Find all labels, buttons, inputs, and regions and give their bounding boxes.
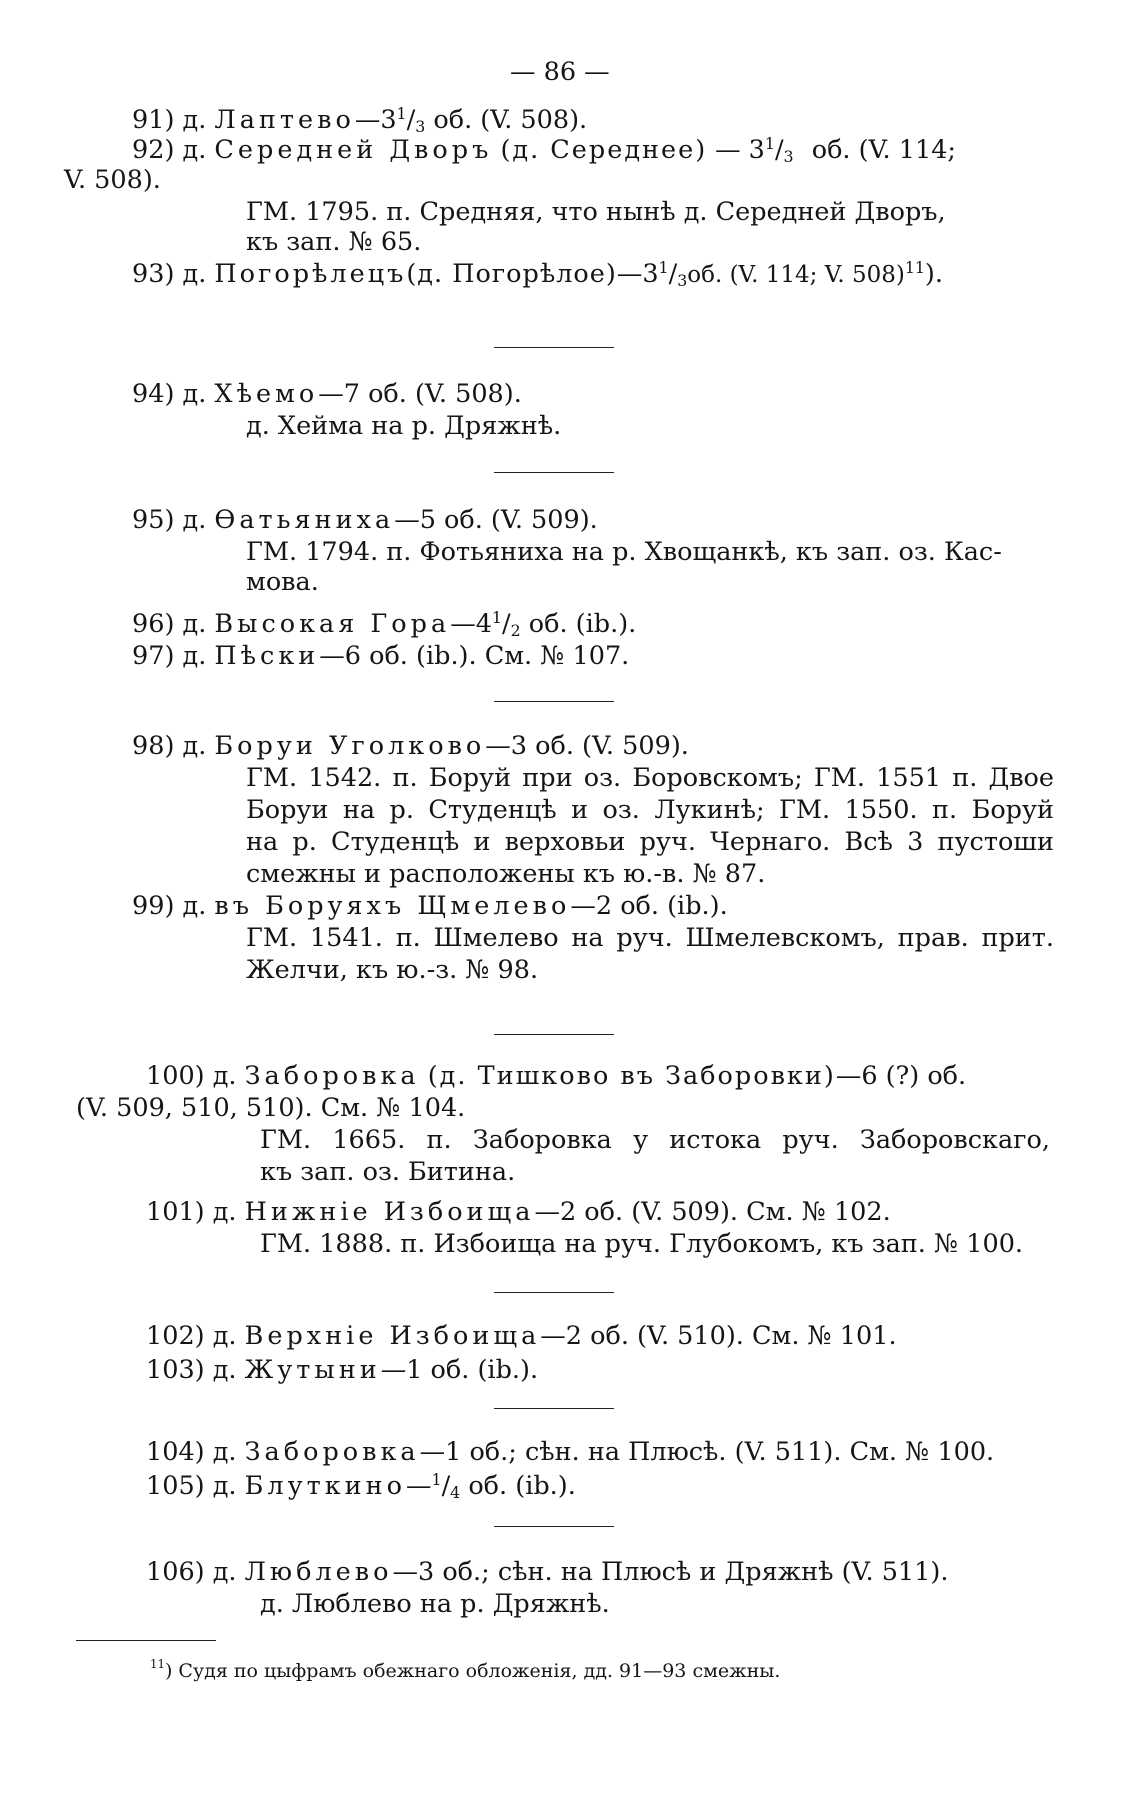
entry-end: ).	[924, 259, 943, 289]
entry-name: Заборовка	[244, 1061, 420, 1091]
entry-number: 101) д.	[146, 1197, 237, 1227]
entry-paren: (д. Погорѣлое)	[406, 259, 617, 289]
entry-100-note: къ зап. оз. Битина.	[260, 1157, 516, 1187]
entry-98-note: ГМ. 1542. п. Боруй при оз. Боровскомъ; ГМ. 1551 п. Двое	[246, 763, 1054, 793]
section-divider	[494, 347, 614, 348]
entry-rest: —6 об. (ib.). См. № 107.	[319, 641, 630, 671]
entry-name: Высокая Гора	[214, 609, 451, 639]
entry-number: 98) д.	[132, 731, 207, 761]
entry-paren: (д. Тишково въ Заборовки)	[427, 1061, 836, 1091]
entry-95-note: мова.	[246, 567, 319, 597]
entry-92-note: къ зап. № 65.	[246, 227, 422, 257]
section-divider	[494, 1408, 614, 1409]
entry-105: 105) д. $Блуткино—^1/_4$ об. (ib.).	[146, 1470, 576, 1502]
value-whole: 4	[475, 609, 492, 639]
entry-rest: —3 об. (V. 509).	[485, 731, 689, 761]
entry-92-continuation: V. 508).	[64, 165, 161, 195]
dash: —	[354, 105, 381, 135]
entry-name: Боруи Уголково	[214, 731, 486, 761]
entry-98-note: Боруи на р. Студенцѣ и оз. Лукинѣ; ГМ. 1550. п. Боруй	[246, 795, 1054, 825]
section-divider	[494, 1292, 614, 1293]
entry-number: 96) д.	[132, 609, 207, 639]
entry-rest: об. (ib.).	[460, 1471, 576, 1501]
entry-name: Нижніе Избоища	[244, 1197, 535, 1227]
entry-number: 92) д.	[132, 135, 207, 165]
entry-96: 96) д. Высокая $Гора—4^1/_2$ об. (ib.).	[132, 608, 637, 640]
entry-rest: —1 об. (ib.).	[380, 1355, 539, 1385]
entry-rest: —5 об. (V. 509).	[394, 505, 598, 535]
fraction-numerator: 1	[396, 104, 407, 123]
entry-99-note: ГМ. 1541. п. Шмелево на руч. Шмелевскомъ, прав. прит.	[246, 923, 1054, 953]
fraction-numerator: 1	[431, 1470, 442, 1489]
section-divider	[494, 1526, 614, 1527]
value-whole: 3	[642, 259, 659, 289]
page-number: — 86 —	[510, 57, 610, 87]
entry-94	[132, 378, 522, 410]
entry-95	[132, 504, 598, 536]
fraction-denominator: 3	[677, 271, 688, 290]
entry-name: Ѳатьяниха	[214, 505, 395, 535]
section-divider	[494, 472, 614, 473]
entry-rest: —1 об.; сѣн. на Плюсѣ. (V. 511). См. № 100.	[419, 1437, 995, 1467]
footnote-divider	[76, 1640, 216, 1641]
entry-number: 100) д.	[146, 1061, 237, 1091]
fraction-denominator: 4	[450, 1483, 461, 1502]
entry-name: Лаптево	[214, 105, 355, 135]
fraction-numerator: 1	[658, 258, 669, 277]
entry-91: 91) д. $Лаптево—3^1/_3$ об. (V. 508).	[132, 104, 588, 136]
entry-100	[146, 1060, 966, 1092]
footnote	[150, 1655, 780, 1687]
entry-name: Жутыни	[244, 1355, 381, 1385]
entry-106-note: д. Люблево на р. Дряжнѣ.	[260, 1589, 610, 1619]
entry-number: 99) д.	[132, 891, 207, 921]
entry-number: 94) д.	[132, 379, 207, 409]
entry-104	[146, 1436, 994, 1468]
entry-number: 91) д.	[132, 105, 207, 135]
entry-name: Люблево	[244, 1557, 393, 1587]
entry-rest: —2 об. (ib.).	[570, 891, 728, 921]
entry-rest: —2 об. (V. 509). См. № 102.	[534, 1197, 891, 1227]
entry-name: Заборовка	[244, 1437, 420, 1467]
entry-number: 95) д.	[132, 505, 207, 535]
entry-94-note: д. Хейма на р. Дряжнѣ.	[246, 411, 562, 441]
entry-number: 104) д.	[146, 1437, 237, 1467]
entry-98-note: на р. Студенцѣ и верховьи руч. Чернаго. Всѣ 3 пустоши	[246, 827, 1054, 857]
entry-rest: об. (V. 508).	[425, 105, 588, 135]
entry-100-note: ГМ. 1665. п. Заборовка у истока руч. Заборовскаго,	[260, 1125, 1050, 1155]
entry-name: Погорѣлецъ	[214, 259, 407, 289]
entry-number: 103) д.	[146, 1355, 237, 1385]
entry-98	[132, 730, 689, 762]
entry-rest: —7 об. (V. 508).	[318, 379, 522, 409]
entry-name: Хѣемо	[214, 379, 319, 409]
entry-102	[146, 1320, 897, 1352]
entry-101	[146, 1196, 891, 1228]
entry-92-note: ГМ. 1795. п. Средняя, что нынѣ д. Середней Дворъ,	[246, 197, 946, 227]
entry-rest: —2 об. (V. 510). См. № 101.	[540, 1321, 897, 1351]
entry-rest: —3 об.; сѣн. на Плюсѣ и Дряжнѣ (V. 511).	[392, 1557, 949, 1587]
entry-number: 93) д.	[132, 259, 207, 289]
entry-paren: (д. Середнее)	[500, 135, 708, 165]
footnote-ref: 11	[904, 258, 925, 277]
entry-98-note: смежны и расположены къ ю.-в. № 87.	[246, 859, 766, 889]
section-divider	[494, 1034, 614, 1035]
entry-rest: об. (V. 114;	[803, 135, 957, 165]
entry-name: въ Боруяхъ Щмелево	[214, 891, 571, 921]
entry-92: 92) д. Середней Дворъ (д. Середнее) — $3^1/_3$ об. (V. 114;	[132, 134, 957, 166]
entry-101-note: ГМ. 1888. п. Избоища на руч. Глубокомъ, къ зап. № 100.	[260, 1229, 1024, 1259]
dash: —	[450, 609, 476, 639]
entry-rest: об. (ib.).	[520, 609, 637, 639]
dash: —	[406, 1471, 432, 1501]
entry-93: 93) д. Погорѣлецъ(д. $Погорѣлое)—3^1/_3об$. (V. 114; V. 508)$^{11}$).	[132, 258, 943, 290]
fraction-numerator: 1	[491, 608, 502, 627]
entry-rest: —6 (?) об.	[835, 1061, 967, 1091]
entry-name: Верхніе Избоища	[244, 1321, 541, 1351]
entry-number: 102) д.	[146, 1321, 237, 1351]
entry-99	[132, 890, 728, 922]
entry-99-note: Желчи, къ ю.-з. № 98.	[246, 955, 539, 985]
entry-103	[146, 1354, 538, 1386]
fraction-denominator: 2	[510, 621, 521, 640]
entry-100-continuation: (V. 509, 510, 510). См. № 104.	[76, 1093, 466, 1123]
fraction-numerator: 1	[764, 134, 775, 153]
fraction-denominator: 3	[415, 117, 426, 136]
entry-name: Блуткино	[244, 1471, 406, 1501]
entry-name: Пѣски	[214, 641, 320, 671]
entry-number: 106) д.	[146, 1557, 237, 1587]
fraction-denominator: 3	[783, 147, 794, 166]
entry-106	[146, 1556, 948, 1588]
entry-number: 105) д.	[146, 1471, 237, 1501]
value-whole: 3	[748, 135, 765, 165]
entry-name: Середней Дворъ	[214, 135, 493, 165]
entry-number: 97) д.	[132, 641, 207, 671]
entry-97	[132, 640, 629, 672]
value-whole: 3	[380, 105, 397, 135]
dash: —	[616, 259, 643, 289]
footnote-text: ) Судя по цыфрамъ обежнаго обложенія, дд. 91—93 смежны.	[164, 1660, 781, 1682]
dash: —	[715, 135, 741, 165]
entry-rest: об. (V. 114; V. 508)	[687, 262, 905, 288]
entry-95-note: ГМ. 1794. п. Фотьяниха на р. Хвощанкѣ, къ зап. оз. Кас-	[246, 537, 1002, 567]
section-divider	[494, 701, 614, 702]
footnote-mark: 11	[150, 1657, 165, 1671]
